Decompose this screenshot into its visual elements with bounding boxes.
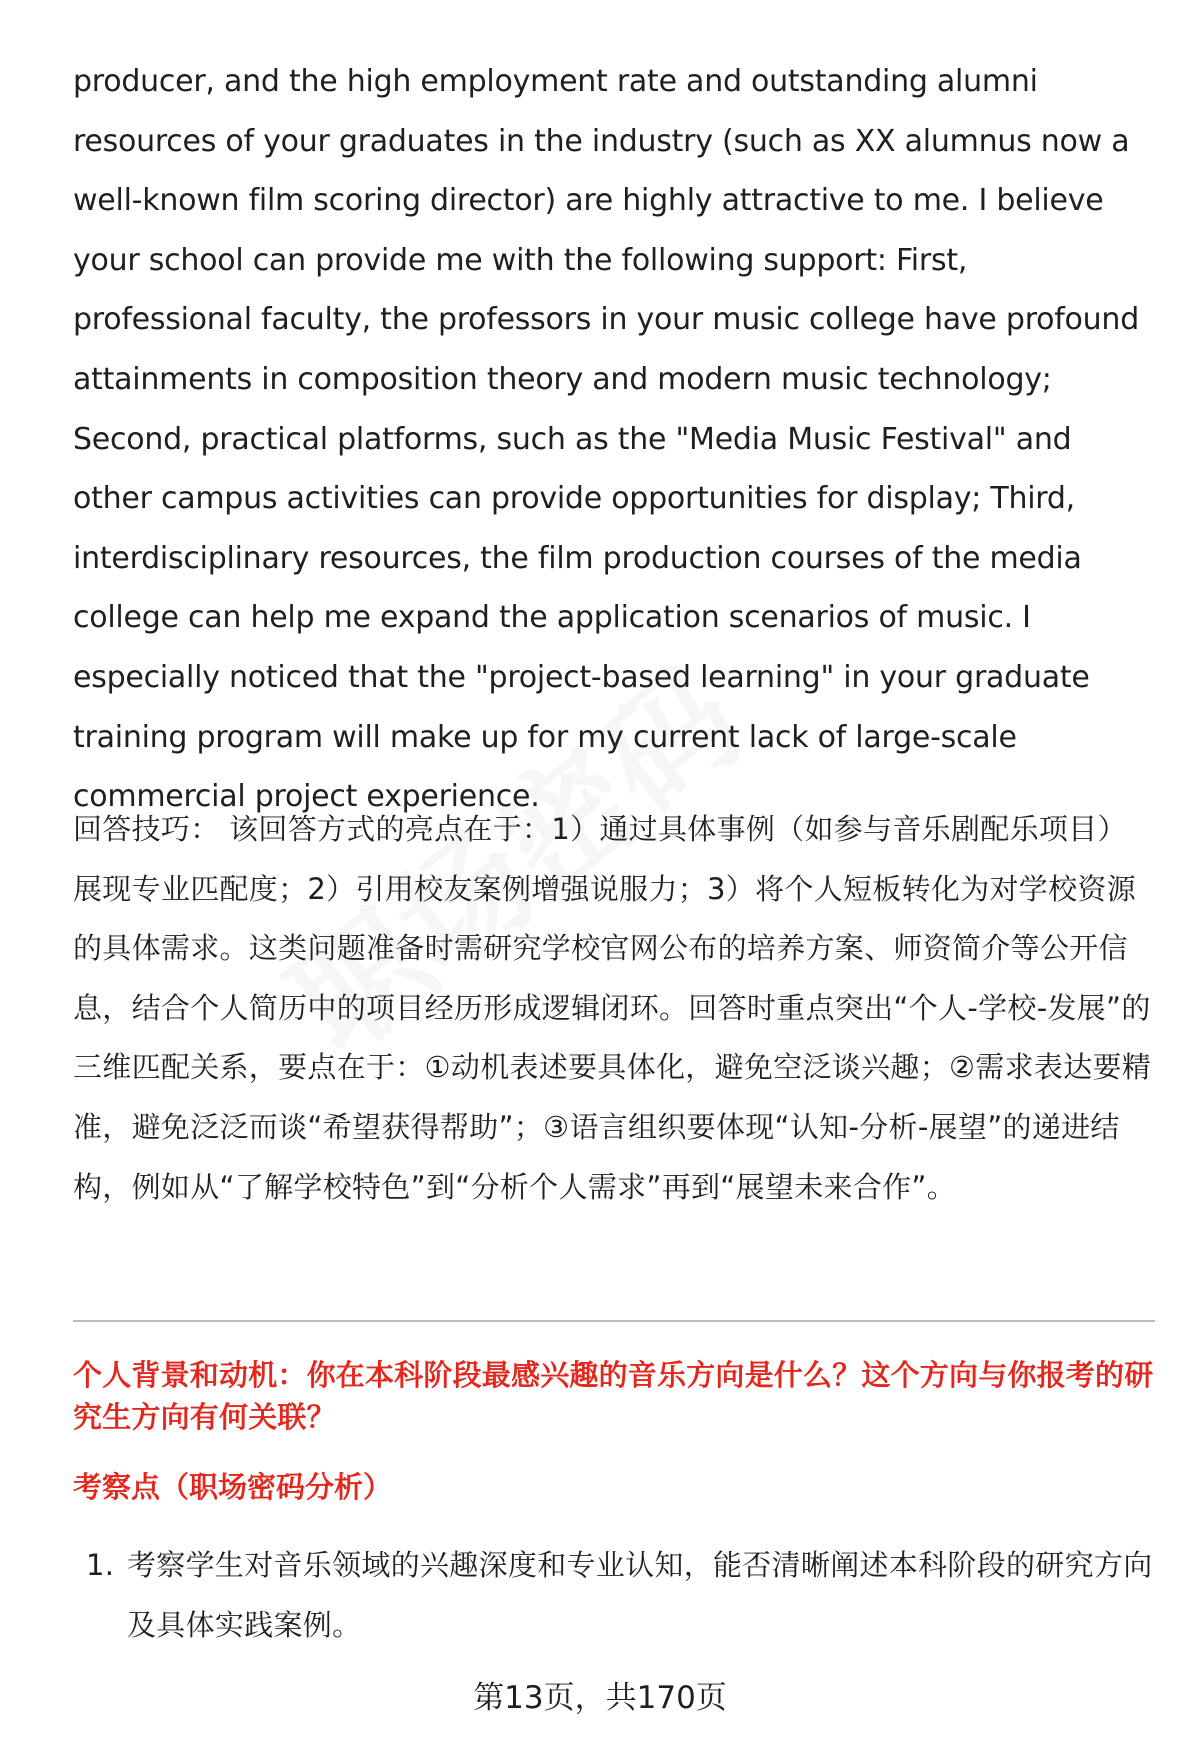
page-number-footer: 第13页，共170页: [473, 1680, 727, 1716]
question-heading: 个人背景和动机：你在本科阶段最感兴趣的音乐方向是什么？这个方向与你报考的研究生方向有何关联？: [73, 1358, 1154, 1434]
answer-tip-paragraph: 回答技巧： 该回答方式的亮点在于：1）通过具体事例（如参与音乐剧配乐项目）展现专业匹配度；2）引用校友案例增强说服力；3）将个人短板转化为对学校资源的具体需求。这类问题准备时需研究学校官网公布的培养方案、师资简介等公开信息，结合个人简历中的项目经历形成逻辑闭环。回答时重点突出“个人-学校-发展”的三维匹配关系，要点在于：①动机表述要具体化，避免空泛谈兴趣；②需求表达要精准，避免泛泛而谈“希望获得帮助”；③语言组织要体现“认知-分析-展望”的递进结构，例如从“了解学校特色”到“分析个人需求”再到“展望未来合作”。: [73, 812, 1152, 1204]
list-item: [73, 1535, 1155, 1655]
list-item-text: 考察学生对音乐领域的兴趣深度和专业认知，能否清晰阐述本科阶段的研究方向及具体实践案例。: [127, 1548, 1153, 1642]
english-answer-paragraph: producer, and the high employment rate and outstanding alumni resources of your graduates in the industry (such as XX alumnus now a well-known film scoring director) are highly attractive to me. I believe your school can provide me with the following support: First, professional faculty, the professors in your music college have profound attainments in composition theory and modern music technology; Second, practical platforms, such as the "Media Music Festival" and other campus activities can provide opportunities for display; Third, interdisciplinary resources, the film production courses of the media college can help me expand the application scenarios of music. I especially noticed that the "project-based learning" in your graduate training program will make up for my current lack of large-scale commercial project experience.: [73, 64, 1139, 815]
section-divider: [73, 1320, 1155, 1322]
assessment-subheading: 考察点（职场密码分析）: [73, 1470, 393, 1504]
list-item-number: 1.: [86, 1548, 115, 1582]
assessment-points-list: [73, 1535, 1155, 1655]
